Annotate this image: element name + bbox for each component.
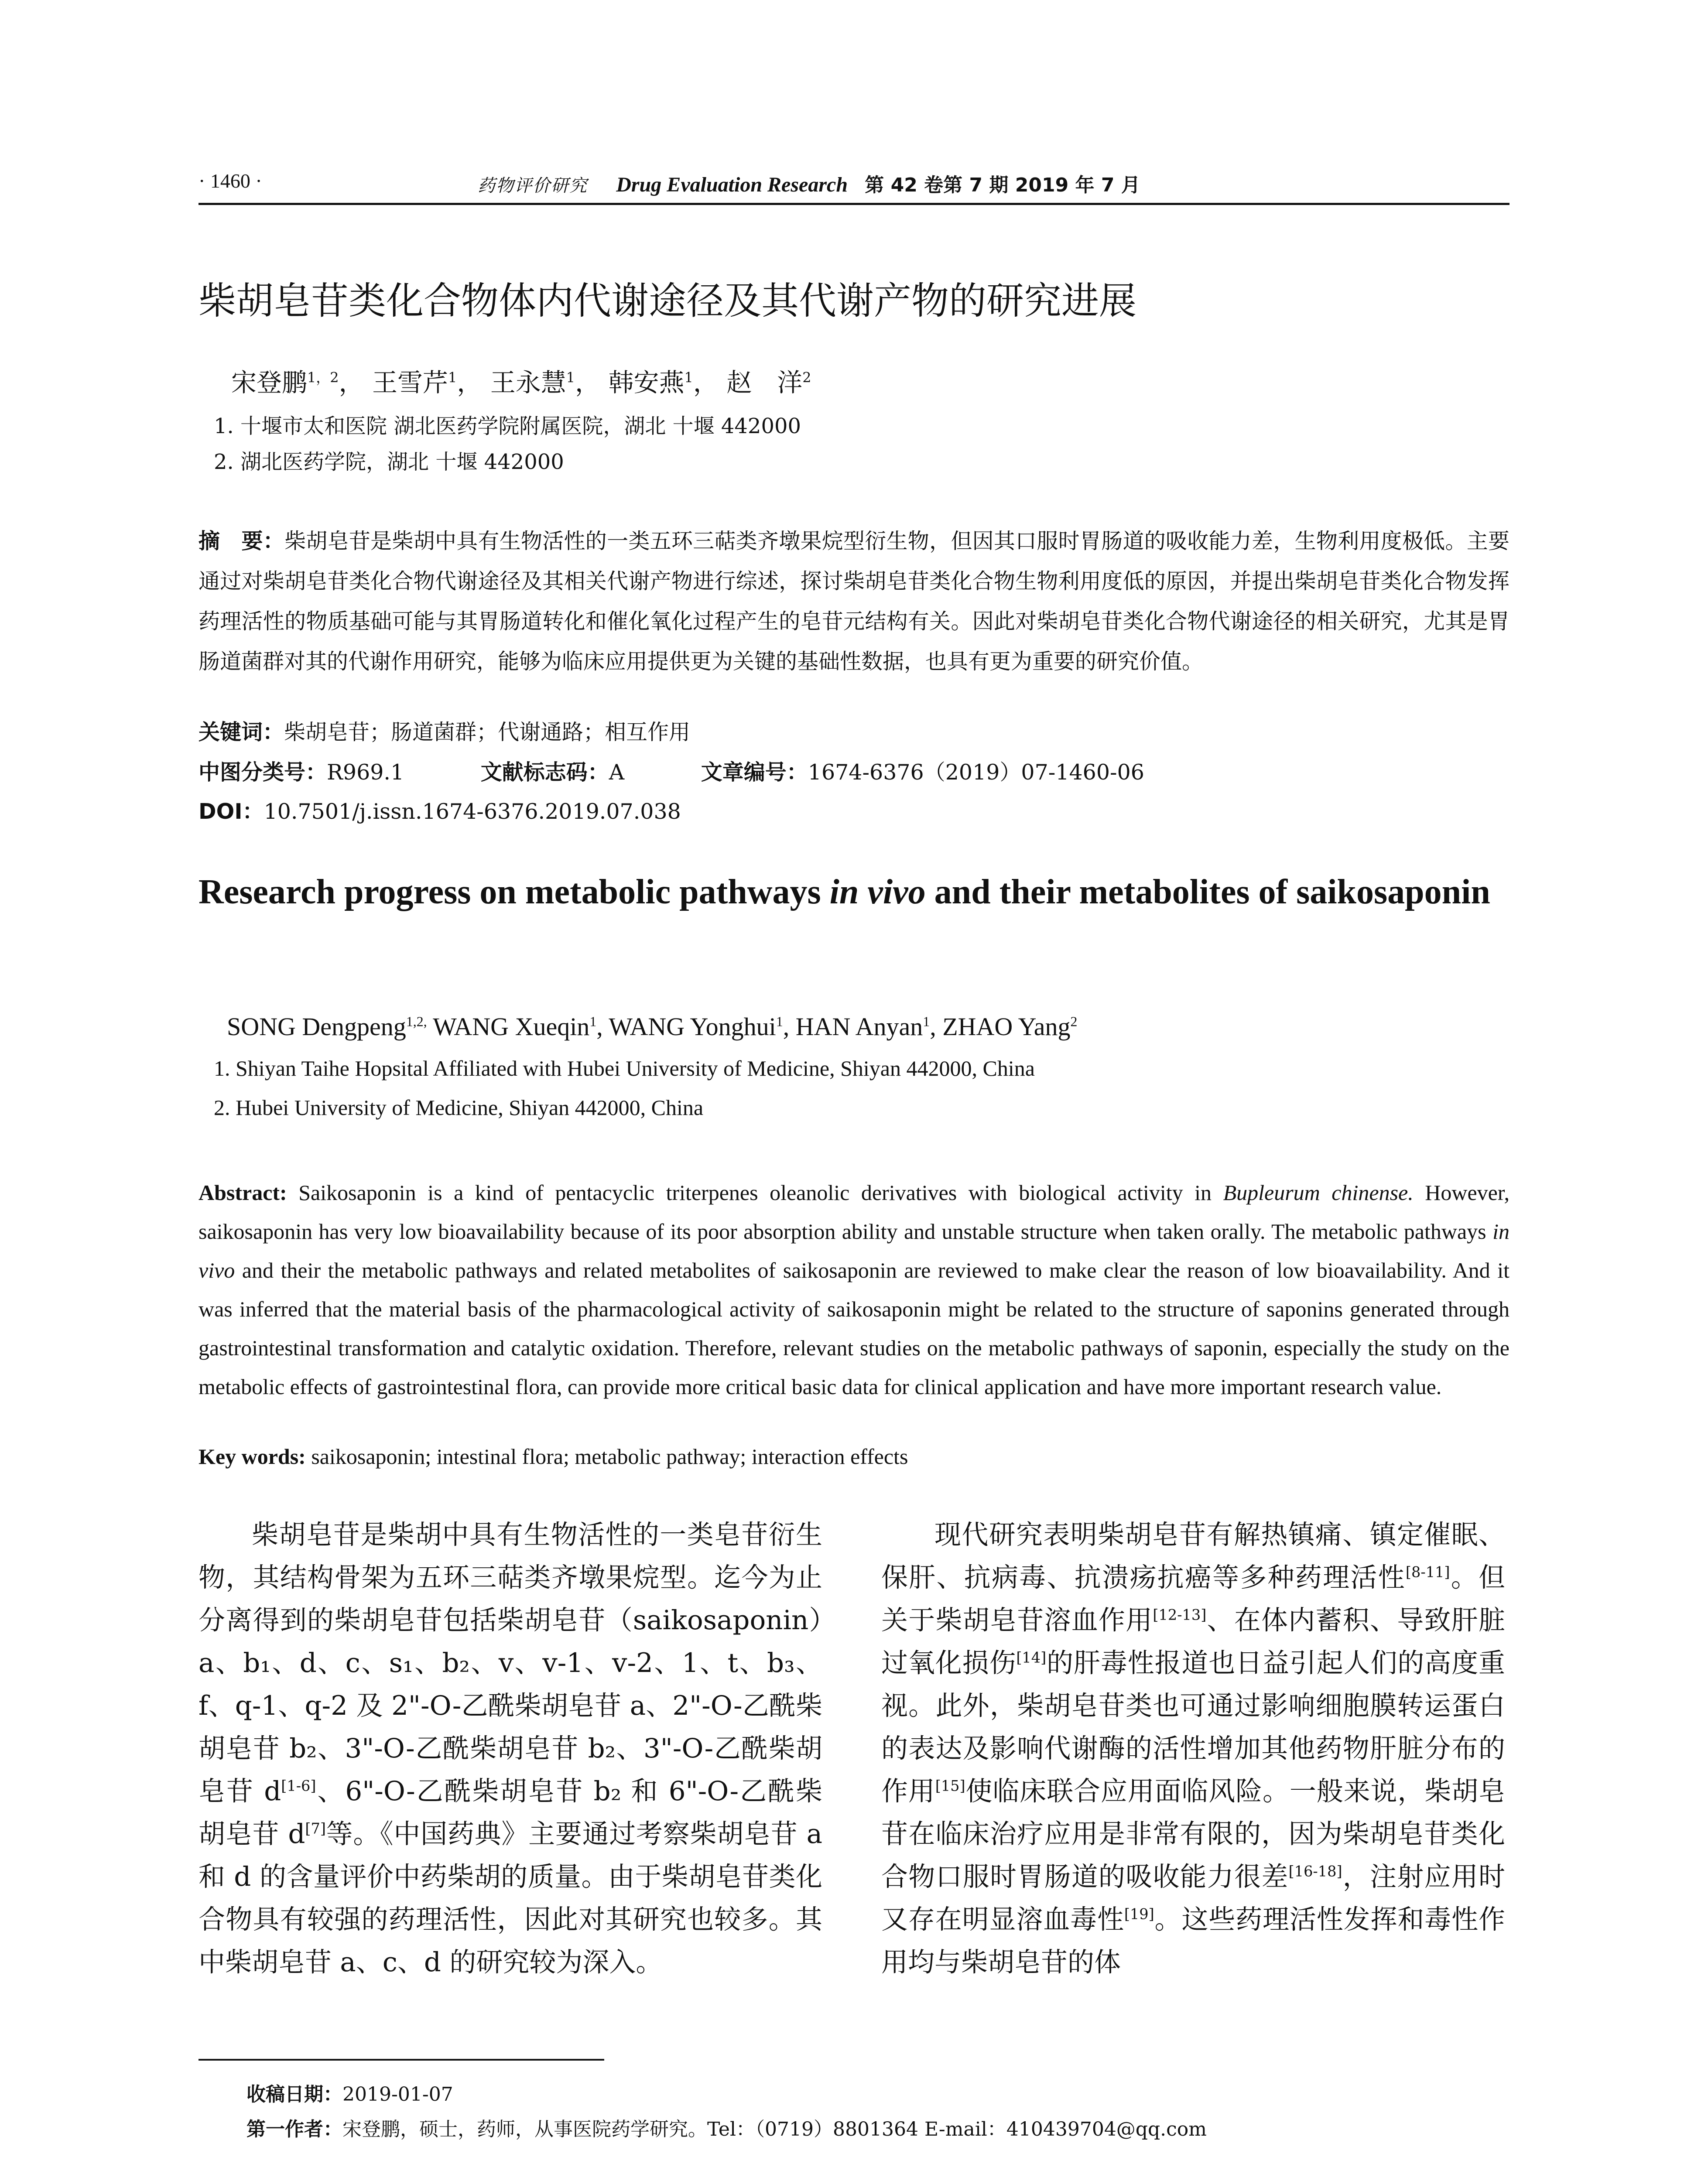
cn-author: 王永慧 (490, 368, 566, 397)
cn-keywords (199, 715, 690, 746)
received-value: 2019-01-07 (342, 2083, 453, 2106)
en-author: ZHAO Yang (942, 1012, 1071, 1041)
en-title-part2: and their metabolites of saikosaponin (925, 873, 1490, 911)
body-paragraph (881, 1514, 1505, 1984)
cn-author-sup: 1 (566, 369, 575, 386)
clc-value: R969.1 (327, 760, 404, 785)
body-paragraph (199, 1514, 822, 1984)
en-author-sup: 1 (589, 1014, 597, 1029)
en-author-sup: 1 (923, 1014, 930, 1029)
en-author-sup: 1 (776, 1014, 783, 1029)
body-text: 、在体内蓄积、导致肝脏过氧化损伤 (881, 1605, 1505, 1678)
citation: [1-6] (281, 1777, 316, 1795)
cn-author: 宋登鹏 (231, 368, 308, 397)
received-label: 收稿日期： (246, 2083, 342, 2106)
cn-affiliation-2: 2. 湖北医药学院，湖北 十堰 442000 (214, 450, 564, 474)
body-text: 的肝毒性报道也日益引起人们的高度重视。此外，柴胡皂苷类也可通过影响细胞膜转运蛋白的表达及影响代谢酶的活性增加其他药物肝脏分布的作用 (881, 1648, 1505, 1807)
first-author-label: 第一作者： (246, 2118, 342, 2140)
citation: [16-18] (1288, 1863, 1342, 1880)
journal-logo: 药物评价研究 (478, 176, 588, 196)
cn-author-sup: 1，2 (307, 369, 339, 386)
cn-affiliation-1: 1. 十堰市太和医院 湖北医药学院附属医院，湖北 十堰 442000 (214, 414, 801, 438)
body-column-left (199, 1514, 822, 1984)
article-number-value: 1674-6376（2019）07-1460-06 (808, 760, 1144, 785)
en-keywords (199, 1444, 908, 1469)
cn-title: 柴胡皂苷类化合物体内代谢途径及其代谢产物的研究进展 (199, 279, 1136, 323)
cn-author: 韩安燕 (608, 368, 685, 397)
en-author: WANG Yonghui (609, 1012, 776, 1041)
cn-keywords-label: 关键词： (199, 720, 284, 745)
body-text: 现代研究表明柴胡皂苷有解热镇痛、镇定催眠、保肝、抗病毒、抗溃疡抗癌等多种药理活性 (881, 1519, 1505, 1593)
body-text: ，注射应用时又存在明显溶血毒性 (881, 1861, 1505, 1935)
cn-author: 赵 洋 (726, 368, 803, 397)
body-text: 、6"-O-乙酰柴胡皂苷 b₂ 和 6"-O-乙酰柴胡皂苷 d (199, 1776, 822, 1849)
clc-label: 中图分类号： (199, 760, 327, 785)
en-title (199, 866, 1509, 918)
first-author-note (246, 2113, 1207, 2141)
received-date (246, 2078, 453, 2106)
en-abstract-label: Abstract: (199, 1180, 287, 1205)
citation: [7] (305, 1820, 326, 1837)
en-author: SONG Dengpeng (227, 1012, 406, 1041)
doi-line (199, 795, 681, 825)
classification-line (199, 755, 1144, 786)
header-rule (199, 203, 1509, 205)
footnote-rule (199, 2059, 604, 2061)
en-keywords-text: saikosaponin; intestinal flora; metabolic pathway; interaction effects (305, 1444, 908, 1469)
en-author: WANG Xueqin (433, 1012, 590, 1041)
page-number: · 1460 · (199, 170, 262, 192)
en-keywords-label: Key words: (199, 1444, 306, 1469)
en-abstract-text-2: However, saikosaponin has very low bioavailability because of its poor absorption ability and unstable structure when taken orally. The metabolic pathways (199, 1180, 1510, 1244)
en-author-sup: 2 (1070, 1014, 1078, 1029)
citation: [19] (1124, 1905, 1154, 1923)
body-text: 柴胡皂苷是柴胡中具有生物活性的一类皂苷衍生物，其结构骨架为五环三萜类齐墩果烷型。迄今为止分离得到的柴胡皂苷包括柴胡皂苷（saikosaponin）a、b₁、d、c、s₁、b₂、v、v-1、v-2、1、t、b₃、f、q-1、q-2 及 2"-O-乙酰柴胡皂苷 a、2"-O-乙酰柴胡皂苷 b₂、3"-O-乙酰柴胡皂苷 b₂、3"-O-乙酰柴胡皂苷 d (199, 1519, 822, 1807)
citation: [12-13] (1153, 1606, 1207, 1624)
doc-code-label: 文献标志码： (480, 760, 609, 785)
en-abstract-text-3: and their the metabolic pathways and related metabolites of saikosaponin are reviewed to make clear the reason of low bioavailability. And it was inferred that the material basis of the pharmacological activity of saikosaponin might be related to the structure of saponins generated through gastrointestinal transformation and catalytic oxidation. Therefore, relevant studies on the metabolic pathways of saponin, especially the study on the metabolic effects of gastrointestinal flora, can provide more critical basic data for clinical application and have more important research value. (199, 1258, 1509, 1399)
body-column-right (881, 1514, 1505, 1984)
issue-info: 第 42 卷第 7 期 2019 年 7 月 (865, 174, 1140, 196)
cn-abstract-label: 摘 要： (199, 529, 285, 554)
citation: [15] (935, 1777, 965, 1795)
en-affiliation-2: 2. Hubei University of Medicine, Shiyan 442000, China (214, 1095, 704, 1120)
citation: [8-11] (1405, 1563, 1450, 1581)
en-abstract-invivo: in vivo (199, 1219, 1509, 1282)
cn-abstract (199, 521, 1509, 682)
body-text: 。但关于柴胡皂苷溶血作用 (881, 1562, 1505, 1636)
cn-author-list: 宋登鹏$^{1,2}$， 王雪芹$^1$， 王永慧$^1$， 韩安燕$^1$， 赵 洋$^2$ (231, 368, 811, 397)
cn-author-sup: 2 (802, 369, 811, 386)
cn-author-sup: 1 (448, 369, 457, 386)
en-author: HAN Anyan (795, 1012, 923, 1041)
journal-name: Drug Evaluation Research (616, 173, 848, 196)
doc-code-value: A (609, 760, 625, 785)
cn-author-sup: 1 (684, 369, 693, 386)
doi-label: DOI： (199, 799, 264, 824)
en-title-part1: Research progress on metabolic pathways (199, 873, 830, 911)
first-author-value: 宋登鹏，硕士，药师，从事医院药学研究。Tel：（0719）8801364 E-mail：410439704@qq.com (342, 2118, 1207, 2140)
journal-line (478, 169, 1481, 197)
cn-keywords-text: 柴胡皂苷；肠道菌群；代谢通路；相互作用 (284, 720, 691, 745)
running-header (199, 169, 1509, 200)
en-abstract-text-1: Saikosaponin is a kind of pentacyclic triterpenes oleanolic derivatives with biological activity in (287, 1180, 1223, 1205)
article-number-label: 文章编号： (701, 760, 808, 785)
citation: [14] (1016, 1649, 1047, 1666)
en-title-italic: in vivo (829, 873, 926, 911)
en-author-list: SONG Dengpeng$^{1,2,}$ WANG Xueqin$^1$, WANG Yonghui$^1$, HAN Anyan$^1$, ZHAO Yang$^2$ (227, 1012, 1078, 1041)
en-abstract-species: Bupleurum chinense. (1223, 1180, 1414, 1205)
body-text: 等。《中国药典》主要通过考察柴胡皂苷 a 和 d 的含量评价中药柴胡的质量。由于柴胡皂苷类化合物具有较强的药理活性，因此对其研究也较多。其中柴胡皂苷 a、c、d 的研究较为深入。 (199, 1819, 822, 1978)
en-author-sup: 1,2, (406, 1014, 427, 1029)
body-text: 使临床联合应用面临风险。一般来说，柴胡皂苷在临床治疗应用是非常有限的，因为柴胡皂苷类化合物口服时胃肠道的吸收能力很差 (881, 1776, 1505, 1892)
en-abstract (199, 1173, 1509, 1406)
body-text: 。这些药理活性发挥和毒性作用均与柴胡皂苷的体 (881, 1904, 1505, 1978)
cn-abstract-text: 柴胡皂苷是柴胡中具有生物活性的一类五环三萜类齐墩果烷型衍生物，但因其口服时胃肠道的吸收能力差，生物利用度极低。主要通过对柴胡皂苷类化合物代谢途径及其相关代谢产物进行综述，探讨柴胡皂苷类化合物生物利用度低的原因，并提出柴胡皂苷类化合物发挥药理活性的物质基础可能与其胃肠道转化和催化氧化过程产生的皂苷元结构有关。因此对柴胡皂苷类化合物代谢途径的相关研究，尤其是胃肠道菌群对其的代谢作用研究，能够为临床应用提供更为关键的基础性数据，也具有更为重要的研究价值。 (199, 529, 1509, 674)
en-affiliation-1: 1. Shiyan Taihe Hopsital Affiliated with Hubei University of Medicine, Shiyan 442000, China (214, 1056, 1035, 1080)
cn-author: 王雪芹 (372, 368, 448, 397)
doi-value: 10.7501/j.issn.1674-6376.2019.07.038 (264, 799, 681, 824)
